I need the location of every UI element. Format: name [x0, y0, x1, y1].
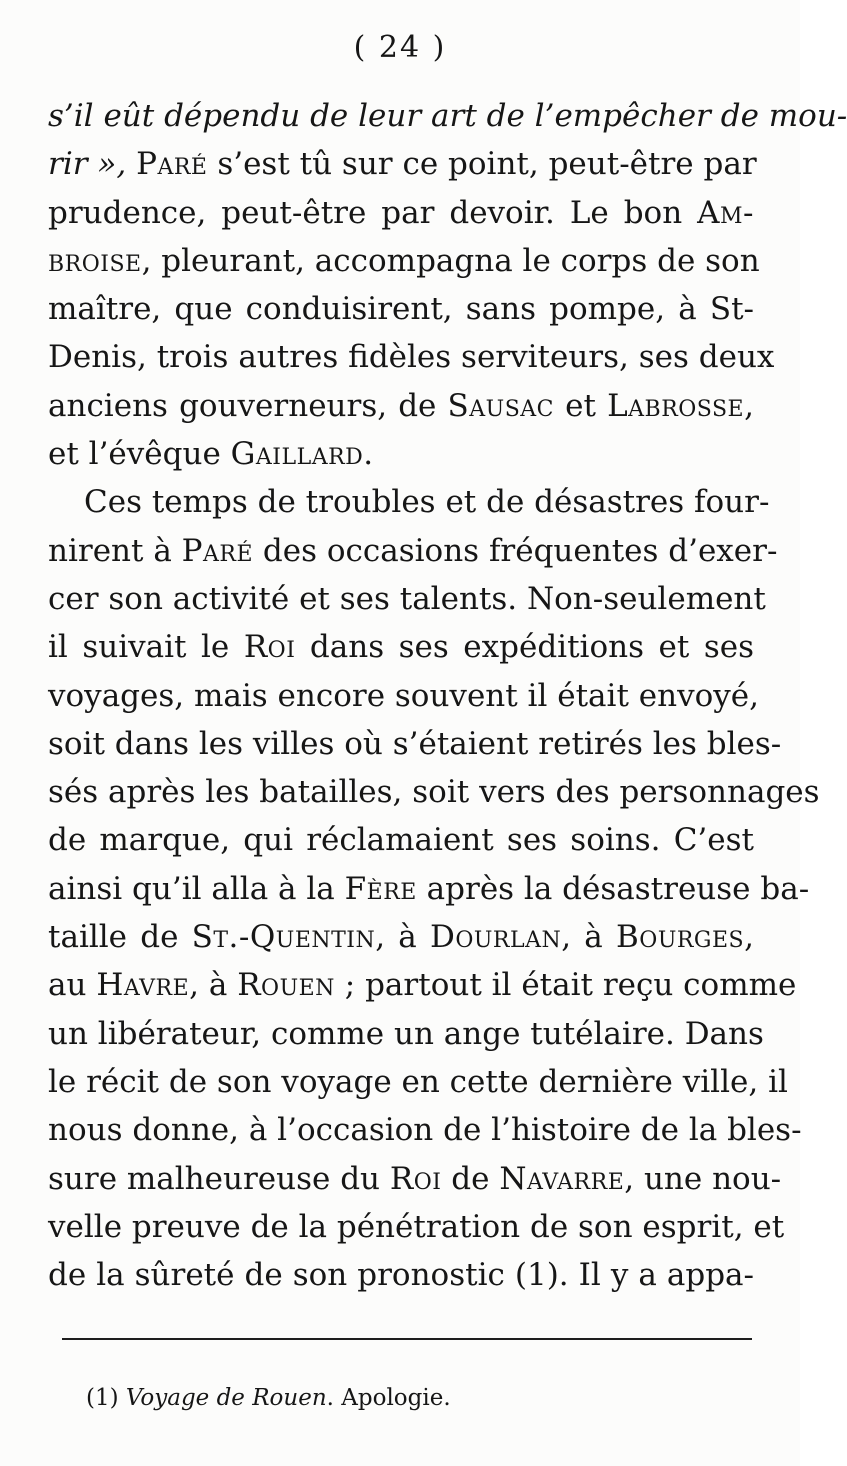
text-segment: et — [554, 387, 608, 424]
text-line — [48, 961, 797, 1009]
text-segment: prudence, peut-être par devoir. Le bon — [48, 194, 698, 231]
text-line — [48, 382, 754, 430]
text-line — [48, 1203, 785, 1251]
text-line — [48, 720, 782, 768]
text-segment: broise — [48, 242, 142, 279]
text-segment: sés après les batailles, soit vers des personnages — [48, 774, 820, 811]
text-segment: rir », — [48, 146, 137, 183]
text-line — [48, 1155, 782, 1203]
text-segment: Sausac — [447, 387, 554, 424]
text-segment: Navarre — [499, 1160, 625, 1197]
text-segment: Labrosse — [607, 387, 745, 424]
footnote-segment: . Apologie. — [326, 1385, 451, 1411]
text-line — [48, 140, 757, 188]
text-segment: , à — [561, 919, 616, 956]
text-segment: des occasions fréquentes d’exer- — [253, 532, 778, 569]
text-segment: s’il eût dépendu de leur art de l’empêcher de mou- — [48, 98, 847, 134]
text-segment: Ces temps de troubles et de désastres four- — [84, 484, 770, 521]
text-line — [48, 1251, 754, 1299]
text-segment: voyages, mais encore souvent il était envoyé, — [48, 677, 759, 714]
text-segment: . — [363, 436, 374, 473]
text-segment: Rouen — [237, 967, 335, 1004]
text-segment: sure malheureuse du — [48, 1160, 390, 1197]
text-segment: de la sûreté de son pronostic (1). Il y a appa- — [48, 1257, 754, 1294]
text-segment: de — [441, 1160, 500, 1197]
body-text — [48, 92, 847, 1299]
text-line — [48, 575, 766, 623]
text-line — [48, 913, 754, 961]
text-line — [48, 333, 775, 381]
text-line — [48, 865, 810, 913]
text-segment: Dourlan — [430, 919, 562, 956]
page-number: ( 24 ) — [353, 30, 447, 65]
text-segment: il suivait le — [48, 629, 244, 666]
text-segment: Bourges — [616, 919, 745, 956]
text-segment: et l’évêque — [48, 436, 231, 473]
text-line — [48, 623, 754, 671]
text-segment: s’est tû sur ce point, peut-être par — [207, 146, 757, 183]
text-line — [48, 237, 760, 285]
text-line — [48, 1106, 802, 1154]
text-segment: Paré — [181, 532, 254, 569]
text-segment: Gaillard — [230, 436, 364, 473]
text-segment: cer son activité et ses talents. Non-seulement — [48, 580, 766, 617]
footnote-separator — [62, 1338, 752, 1340]
text-segment: soit dans les villes où s’étaient retirés les bles- — [48, 725, 782, 762]
text-segment: , — [744, 387, 754, 424]
text-segment: , — [744, 919, 754, 956]
text-line — [48, 816, 754, 864]
text-segment: taille de — [48, 919, 192, 956]
text-line — [48, 430, 754, 478]
text-segment: dans ses expéditions et ses — [295, 629, 754, 666]
text-segment: un libérateur, comme un ange tutélaire. Dans — [48, 1015, 764, 1052]
text-segment: velle preuve de la pénétration de son esprit, et — [48, 1208, 785, 1245]
text-segment: , une nou- — [624, 1160, 782, 1197]
footnote — [86, 1385, 451, 1411]
text-segment: Havre — [96, 967, 190, 1004]
text-line — [48, 92, 847, 140]
text-line — [48, 768, 820, 816]
text-segment: anciens gouverneurs, de — [48, 387, 448, 424]
text-segment: nous donne, à l’occasion de l’histoire de la bles- — [48, 1112, 802, 1149]
text-line — [48, 672, 759, 720]
text-segment: ainsi qu’il alla à la — [48, 870, 345, 907]
text-segment: Fère — [344, 870, 417, 907]
text-segment: nirent à — [48, 532, 182, 569]
text-segment: , à — [375, 919, 430, 956]
text-line — [48, 1010, 764, 1058]
text-segment: le récit de son voyage en cette dernière ville, il — [48, 1063, 788, 1100]
text-segment: , pleurant, accompagna le corps de son — [141, 242, 760, 279]
text-segment: , à — [189, 967, 238, 1004]
text-segment: Am- — [697, 194, 754, 231]
footnote-segment: (1) — [86, 1385, 126, 1411]
text-segment: Denis, trois autres fidèles serviteurs, ses deux — [48, 339, 775, 376]
text-segment: de marque, qui réclamaient ses soins. C’est — [48, 822, 754, 859]
text-segment: St.-Quentin — [191, 919, 376, 956]
footnote-segment: Voyage de Rouen — [125, 1385, 327, 1411]
text-segment: au — [48, 967, 97, 1004]
text-segment: maître, que conduisirent, sans pompe, à St- — [48, 291, 754, 328]
text-segment: après la désastreuse ba- — [416, 870, 810, 907]
text-line — [48, 1058, 788, 1106]
text-segment: ; partout il était reçu comme — [334, 967, 797, 1004]
text-segment: Roi — [389, 1160, 442, 1197]
text-line — [48, 478, 770, 526]
text-line — [48, 189, 754, 237]
text-segment: Roi — [243, 629, 296, 666]
text-line — [48, 527, 778, 575]
text-line — [48, 285, 754, 333]
text-segment: Paré — [136, 146, 208, 183]
